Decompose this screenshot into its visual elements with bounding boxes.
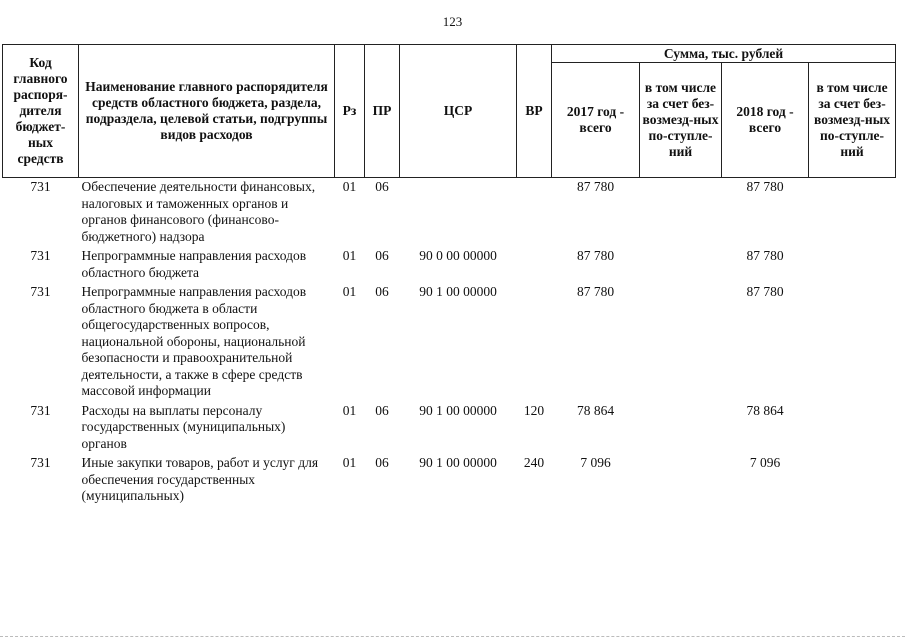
cell-2018-total: 87 780 <box>746 284 784 299</box>
cell-2018-free <box>809 455 896 508</box>
header-csr: ЦСР <box>400 45 517 178</box>
table-row <box>3 284 896 403</box>
cell-code: 731 <box>30 455 51 470</box>
table-header <box>3 45 896 178</box>
page-number: 123 <box>442 14 463 29</box>
cell-vr <box>517 178 552 249</box>
cell-csr: 90 0 00 00000 <box>419 248 497 263</box>
cell-2018-total: 78 864 <box>746 402 784 418</box>
cell-2017-free <box>640 455 722 508</box>
cell-2018-total: 87 780 <box>746 248 784 263</box>
table-row <box>3 178 896 249</box>
cell-vr: 240 <box>523 455 545 470</box>
budget-table <box>2 44 896 508</box>
cell-2017-free <box>640 248 722 284</box>
cell-code: 731 <box>30 179 51 194</box>
cell-rz: 01 <box>342 455 357 470</box>
cell-vr <box>517 284 552 403</box>
cell-2018-free <box>809 248 896 284</box>
header-rz: Рз <box>335 45 365 178</box>
header-pr: ПР <box>365 45 400 178</box>
cell-csr: 90 1 00 00000 <box>419 455 497 470</box>
table-body <box>3 178 896 508</box>
bottom-divider <box>0 636 905 637</box>
cell-2018-free <box>809 178 896 249</box>
cell-name: Непрограммные направления расходов областного бюджета в области общегосударственных вопросов, национальной обороны, национальной безопасности и правоохранительной деятельности, а также в сфере средств массовой информации <box>81 284 307 398</box>
cell-csr: 90 1 00 00000 <box>419 284 497 299</box>
cell-2017-total: 78 864 <box>576 402 615 418</box>
cell-2017-total: 87 780 <box>576 248 615 263</box>
cell-2018-total: 7 096 <box>749 455 781 470</box>
table-row <box>3 248 896 284</box>
cell-vr <box>517 248 552 284</box>
cell-rz: 01 <box>342 402 357 418</box>
cell-2017-total: 87 780 <box>576 179 615 194</box>
cell-2018-free <box>809 284 896 403</box>
table-row <box>3 455 896 508</box>
cell-2017-free <box>640 284 722 403</box>
cell-rz: 01 <box>342 179 357 194</box>
cell-pr: 06 <box>375 284 389 299</box>
cell-pr: 06 <box>375 455 389 470</box>
cell-csr <box>400 178 517 249</box>
header-2018-free: в том числе за счет без-возмезд-ных по-ступле-ний <box>809 63 896 178</box>
header-code: Код главного распоря-дителя бюджет-ных средств <box>3 45 79 178</box>
cell-rz: 01 <box>342 284 357 299</box>
cell-name: Иные закупки товаров, работ и услуг для обеспечения государственных (муниципальных) <box>81 455 319 503</box>
cell-csr: 90 1 00 00000 <box>419 402 497 418</box>
cell-name: Непрограммные направления расходов областного бюджета <box>81 248 307 280</box>
cell-pr: 06 <box>375 402 389 418</box>
header-vr: ВР <box>517 45 552 178</box>
cell-vr: 120 <box>523 402 545 418</box>
cell-2017-total: 7 096 <box>580 455 611 470</box>
cell-rz: 01 <box>342 248 357 263</box>
cell-2017-free <box>640 403 722 456</box>
cell-2017-total: 87 780 <box>576 284 615 299</box>
cell-2018-total: 87 780 <box>746 179 784 194</box>
header-2018-total: 2018 год - всего <box>722 63 809 178</box>
header-2017-total: 2017 год - всего <box>552 63 640 178</box>
cell-name: Расходы на выплаты персоналу государственных (муниципальных) органов <box>81 402 286 451</box>
table-row <box>3 403 896 456</box>
header-name: Наименование главного распорядителя средств областного бюджета, раздела, подраздела, целевой статьи, подгруппы видов расходов <box>79 45 335 178</box>
cell-pr: 06 <box>375 179 389 194</box>
cell-2017-free <box>640 178 722 249</box>
cell-pr: 06 <box>375 248 389 263</box>
cell-2018-free <box>809 403 896 456</box>
cell-code: 731 <box>30 402 51 418</box>
cell-name: Обеспечение деятельности финансовых, налоговых и таможенных органов и органов финансового (финансово-бюджетного) надзора <box>81 179 316 244</box>
cell-code: 731 <box>30 248 51 263</box>
cell-code: 731 <box>30 284 51 299</box>
header-2017-free: в том числе за счет без-возмезд-ных по-ступле-ний <box>640 63 722 178</box>
header-sum-group: Сумма, тыс. рублей <box>552 45 896 63</box>
